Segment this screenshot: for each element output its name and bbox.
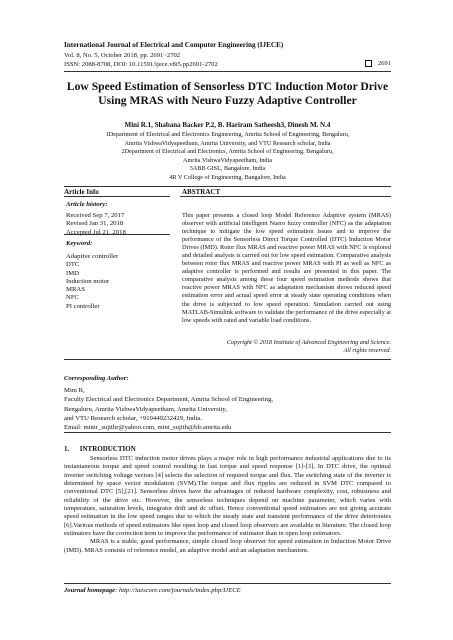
info-box-bottom-rule — [64, 359, 391, 360]
corresponding-line: Mini R, — [64, 387, 85, 395]
corresponding-line: Bengaluru, Amrita VishwaVidyapeetham, Amrita University, — [64, 405, 228, 413]
corresponding-line: Faculty Electrical and Electronics Department, Amrita School of Engineering, — [64, 396, 274, 404]
affiliation-line: 2Department of Electrical and Electronics, Amrita School of Engineering, Bengaluru, — [121, 148, 334, 156]
intro-paragraph: MRAS is a stable, good performance, simple closed loop observer for speed estimation in Induction Motor Drive (IMD). MRAS consists of reference model, an adaptive model and an adaptation mechanism. — [64, 538, 391, 554]
abstract-rule — [180, 196, 391, 197]
homepage-label: Journal homepage — [64, 587, 116, 594]
affiliation-line: 3ABB GISL, Bangalore, India — [189, 165, 266, 173]
history-item: Revised Jan 31, 2018 — [66, 220, 124, 228]
keyword-list — [66, 253, 118, 311]
abstract-heading: ABSTRACT — [182, 188, 221, 196]
volume-info: Vol. 8, No. 5, October 2018, pp. 2691~2702 — [64, 52, 181, 59]
keyword-item: Induction motor — [66, 277, 110, 285]
affiliation-line: Amrita VishwaVidyapeetham, Amrita University, and VTU Research scholar, India — [124, 139, 331, 147]
issn-doi: ISSN: 2088-8708, DOI: 10.11591/ijece.v8i5.pp2691-2702 — [64, 61, 218, 68]
corresponding-line: and VTU Research scholar, +919449232429, India. — [64, 414, 202, 422]
history-heading: Article history: — [66, 201, 108, 208]
corresponding-author — [64, 374, 273, 432]
affiliation-line: Amrita VishwaVidyapeetham, India — [182, 156, 272, 164]
history-item: Accepted Jul 21, 2018 — [66, 228, 126, 236]
corresponding-heading: Corresponding Author: — [64, 375, 129, 382]
article-info-heading: Article Info — [64, 188, 99, 196]
square-icon — [365, 60, 372, 67]
abstract-text: This paper presents a closed loop Model Reference Adaptive system (MRAS) observer with artificial intelligent Nuero fuzzy controller (NFC) as the adaptation technique to mitigate the low speed estimation issues and to improve the performance of the Sensorless Direct Torque Controlled (DTC) Induction Motor Drives (IMD). Rotor flux MRAS and reactive power MRAS with NFC is explored and detailed analysis is carried out for low speed estimation. Comparative analysis between rotor flux MRAS and reactive power MRAS with PI as well as NFC as adaptive controller is performed and results are presented in this paper. The comparative analysis among these four speed estimation methods shows that reactive power MRAS with NFC as adaptation mechanism shows reduced speed estimation error and actual speed error at steady state operating conditions when the drive is subjected to low speed operation. Simulation carried out using MATLAB-Simulink software to validate the performance of the drive especially at low speeds with rated and variable load conditions. — [182, 212, 391, 324]
section-heading: 1. INTRODUCTION — [64, 445, 136, 453]
copyright — [227, 339, 391, 355]
keyword-item: PI controller — [66, 302, 100, 310]
keyword-item: DTC — [66, 261, 80, 269]
keyword-item: MRAS — [66, 286, 85, 294]
intro-paragraph: Sensorless DTC induction motor drives plays a major role in high performance industrial applications due to its instantaneous torque and speed control resulting in fast torque and speed response [1]-[3]. In DTC drive, the optimal inverter switching voltage vectors [4] selects the selection of required torque and flux. The switching state of the inverter is determined by space vector modulation (SVM).The torque and flux ripples are reduced in SVM DTC compared to conventional DTC [5],[21]. Sensorless drives have the advantages of reduced hardware complexity, cost, robustness and reliability of the drive etc. However, the sensorless techniques depend on machine parameter, which varies with temperature, saturation levels, integrator drift and dc offset. Hence conventional speed estimators are not giving accurate speed estimation in the low speed ranges due to which the steady state and transient performance of the drive deteriorates [6].Various methods of speed estimators like open loop and closed loop observers are available in literature. The closed loop estimators have the correction term to improve the performance of estimator than in open loop estimators. — [64, 455, 391, 538]
keyword-item: NFC — [66, 294, 80, 302]
keyword-heading: Keyword: — [66, 240, 93, 247]
footer-divider — [64, 583, 391, 584]
journal-homepage — [64, 587, 241, 594]
history-list — [66, 212, 126, 237]
copyright-line: Copyright © 2018 Institute of Advanced Engineering and Science. — [226, 339, 391, 346]
affiliation-line: 4R V College of Engineering, Bangalore, India — [169, 173, 286, 181]
affiliations — [64, 131, 391, 183]
keyword-item: Adaptive controller — [66, 253, 119, 260]
page-number — [365, 60, 391, 67]
info-box-top-rule — [64, 186, 391, 187]
header-divider — [64, 71, 391, 72]
history-item: Received Sep 7, 2017 — [66, 212, 125, 219]
authors: Mini R.1, Shabana Backer P.2, B. Hariram Satheesh3, Dinesh M. N.4 — [124, 121, 331, 129]
intro-body — [64, 455, 391, 555]
page-number-text: 2691 — [377, 60, 391, 67]
article-info-rule — [64, 196, 170, 197]
keyword-item: IMD — [66, 269, 80, 277]
journal-name: International Journal of Electrical and Computer Engineering (IJECE) — [64, 41, 284, 49]
affiliation-line: 1Department of Electrical and Electronics Engineering, Amrita School of Engineering, Bengaluru, — [105, 131, 350, 138]
homepage-link[interactable]: : http://iaescore.com/journals/index.php/IJECE — [115, 587, 241, 594]
corresponding-line: Email: minir_sujithr@yahoo.com, mini_sujith@blr.amrita.edu — [64, 424, 232, 432]
paper-title: Low Speed Estimation of Sensorless DTC Induction Motor Drive Using MRAS with Neuro Fuzzy Adaptive Controller — [66, 80, 389, 107]
copyright-line: All rights reserved. — [343, 347, 391, 355]
